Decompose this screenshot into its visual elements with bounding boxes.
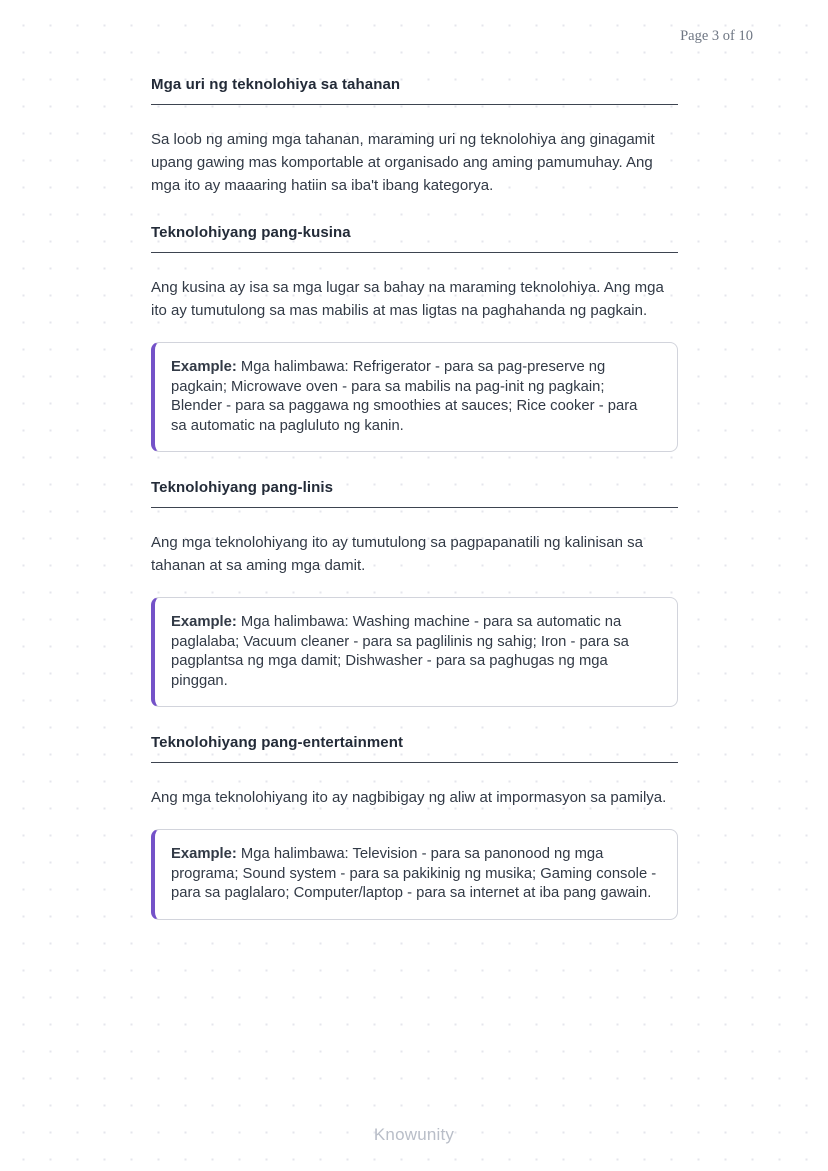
section-pang-linis: [151, 479, 678, 707]
section-paragraph: Ang mga teknolohiyang ito ay tumutulong sa pagpapanatili ng kalinisan sa tahanan at sa aming mga damit.: [151, 534, 643, 574]
page-number: Page 3 of 10: [680, 28, 753, 44]
example-content: [171, 358, 657, 436]
document-content: [151, 0, 678, 920]
example-label: Example:: [171, 846, 237, 862]
example-box: [151, 597, 678, 707]
example-label: Example:: [171, 614, 237, 630]
example-content: [171, 845, 657, 904]
example-label: Example:: [171, 359, 237, 375]
section-heading: Teknolohiyang pang-linis: [151, 479, 678, 508]
section-heading: Teknolohiyang pang-kusina: [151, 224, 678, 253]
section-paragraph: Ang mga teknolohiyang ito ay nagbibigay ng aliw at impormasyon sa pamilya.: [151, 789, 667, 806]
section-heading: Mga uri ng teknolohiya sa tahanan: [151, 76, 678, 105]
section-paragraph: Sa loob ng aming mga tahanan, maraming uri ng teknolohiya ang ginagamit upang gawing mas komportable at organisado ang aming pamumuhay. Ang mga ito ay maaaring hatiin sa iba't ibang kategorya.: [151, 131, 655, 194]
section-pang-entertainment: [151, 734, 678, 920]
section-heading: Teknolohiyang pang-entertainment: [151, 734, 678, 763]
example-text: Mga halimbawa: Refrigerator - para sa pag-preserve ng pagkain; Microwave oven - para sa mabilis na pag-init ng pagkain; Blender - para sa paggawa ng smoothies at sauces; Rice cooker - para sa automatic na pagluluto ng kanin.: [171, 359, 638, 434]
example-text: Mga halimbawa: Washing machine - para sa automatic na paglalaba; Vacuum cleaner - para sa paglilinis ng sahig; Iron - para sa pagplantsa ng mga damit; Dishwasher - para sa paghugas ng mga pinggan.: [171, 614, 629, 689]
footer-brand-text: Knowunity: [373, 1125, 455, 1144]
section-pang-kusina: [151, 224, 678, 452]
section-mga-uri: [151, 76, 678, 197]
section-paragraph: Ang kusina ay isa sa mga lugar sa bahay na maraming teknolohiya. Ang mga ito ay tumutulong sa mas mabilis at mas ligtas na paghahanda ng pagkain.: [151, 279, 664, 319]
example-content: [171, 613, 657, 691]
example-text: Mga halimbawa: Television - para sa panonood ng mga programa; Sound system - para sa pakikinig ng musika; Gaming console - para sa paglalaro; Computer/laptop - para sa internet at iba pang gawain.: [171, 846, 657, 901]
example-box: [151, 342, 678, 452]
example-box: [151, 829, 678, 920]
